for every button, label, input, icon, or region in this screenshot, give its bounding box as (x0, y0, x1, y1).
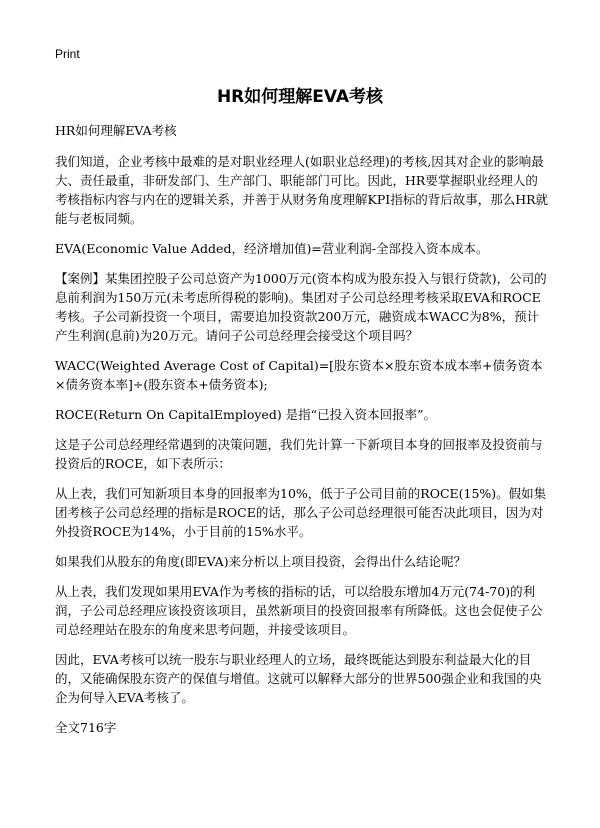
paragraph-roce-analysis: 从上表，我们可知新项目本身的回报率为10%，低于子公司目前的ROCE(15%)。假如集团考核子公司总经理的指标是ROCE的话，那么子公司总经理很可能否决此项目，因为对外投资ROCE为14%，小于目前的15%水平。 (55, 486, 547, 539)
paragraph-wacc-formula: WACC(Weighted Average Cost of Capital)=[股东资本×股东资本成本率+债务资本×债务资本率]÷(股东资本+债务资本); (55, 358, 543, 392)
print-link[interactable]: Print (55, 47, 80, 61)
paragraph-roce-definition: ROCE(Return On CapitalEmployed) 是指“已投入资本回报率”。 (55, 407, 436, 422)
paragraph-intro: 我们知道，企业考核中最难的是对职业经理人(如职业总经理)的考核,因其对企业的影响最大、责任最重，非研发部门、生产部门、职能部门可比。因此，HR要掌握职业经理人的考核指标内容与内在的逻辑关系，并善于从财务角度理解KPI指标的背后故事，那么HR就能与老板同频。 (55, 154, 549, 226)
paragraph-eva-analysis: 从上表，我们发现如果用EVA作为考核的指标的话，可以给股东增加4万元(74-70)的利润，子公司总经理应该投资该项目，虽然新项目的投资回报率有所降低。这也会促使子公司总经理站在股东的角度来思考问题，并接受该项目。 (55, 584, 543, 637)
paragraph-case: 【案例】某集团控股子公司总资产为1000万元(资本构成为股东投入与银行贷款)，公司的息前利润为150万元(未考虑所得税的影响)。集团对子公司总经理考核采取EVA和ROCE考核。子公司新投资一个项目，需要追加投资款200万元，融资成本WACC为8%，预计产生利润(息前)为20万元。请问子公司总经理会接受这个项目吗？ (55, 271, 547, 343)
paragraph-question: 如果我们从股东的角度(即EVA)来分析以上项目投资，会得出什么结论呢？ (55, 554, 467, 569)
article-body (55, 121, 550, 748)
page-title: HR如何理解EVA考核 (216, 87, 384, 107)
paragraph-decision: 这是子公司总经理经常遇到的决策问题，我们先计算一下新项目本身的回报率及投资前与投资后的ROCE，如下表所示： (55, 437, 543, 471)
paragraph-conclusion: 因此，EVA考核可以统一股东与职业经理人的立场，最终既能达到股东利益最大化的目的，又能确保股东资产的保值与增值。这就可以解释大部分的世界500强企业和我国的央企为何导入EVA考核了。 (55, 652, 542, 705)
article-subtitle: HR如何理解EVA考核 (55, 123, 177, 138)
word-count: 全文716字 (55, 720, 117, 735)
paragraph-eva-definition: EVA(Economic Value Added，经济增加值)=营业利润-全部投入资本成本。 (55, 241, 489, 256)
